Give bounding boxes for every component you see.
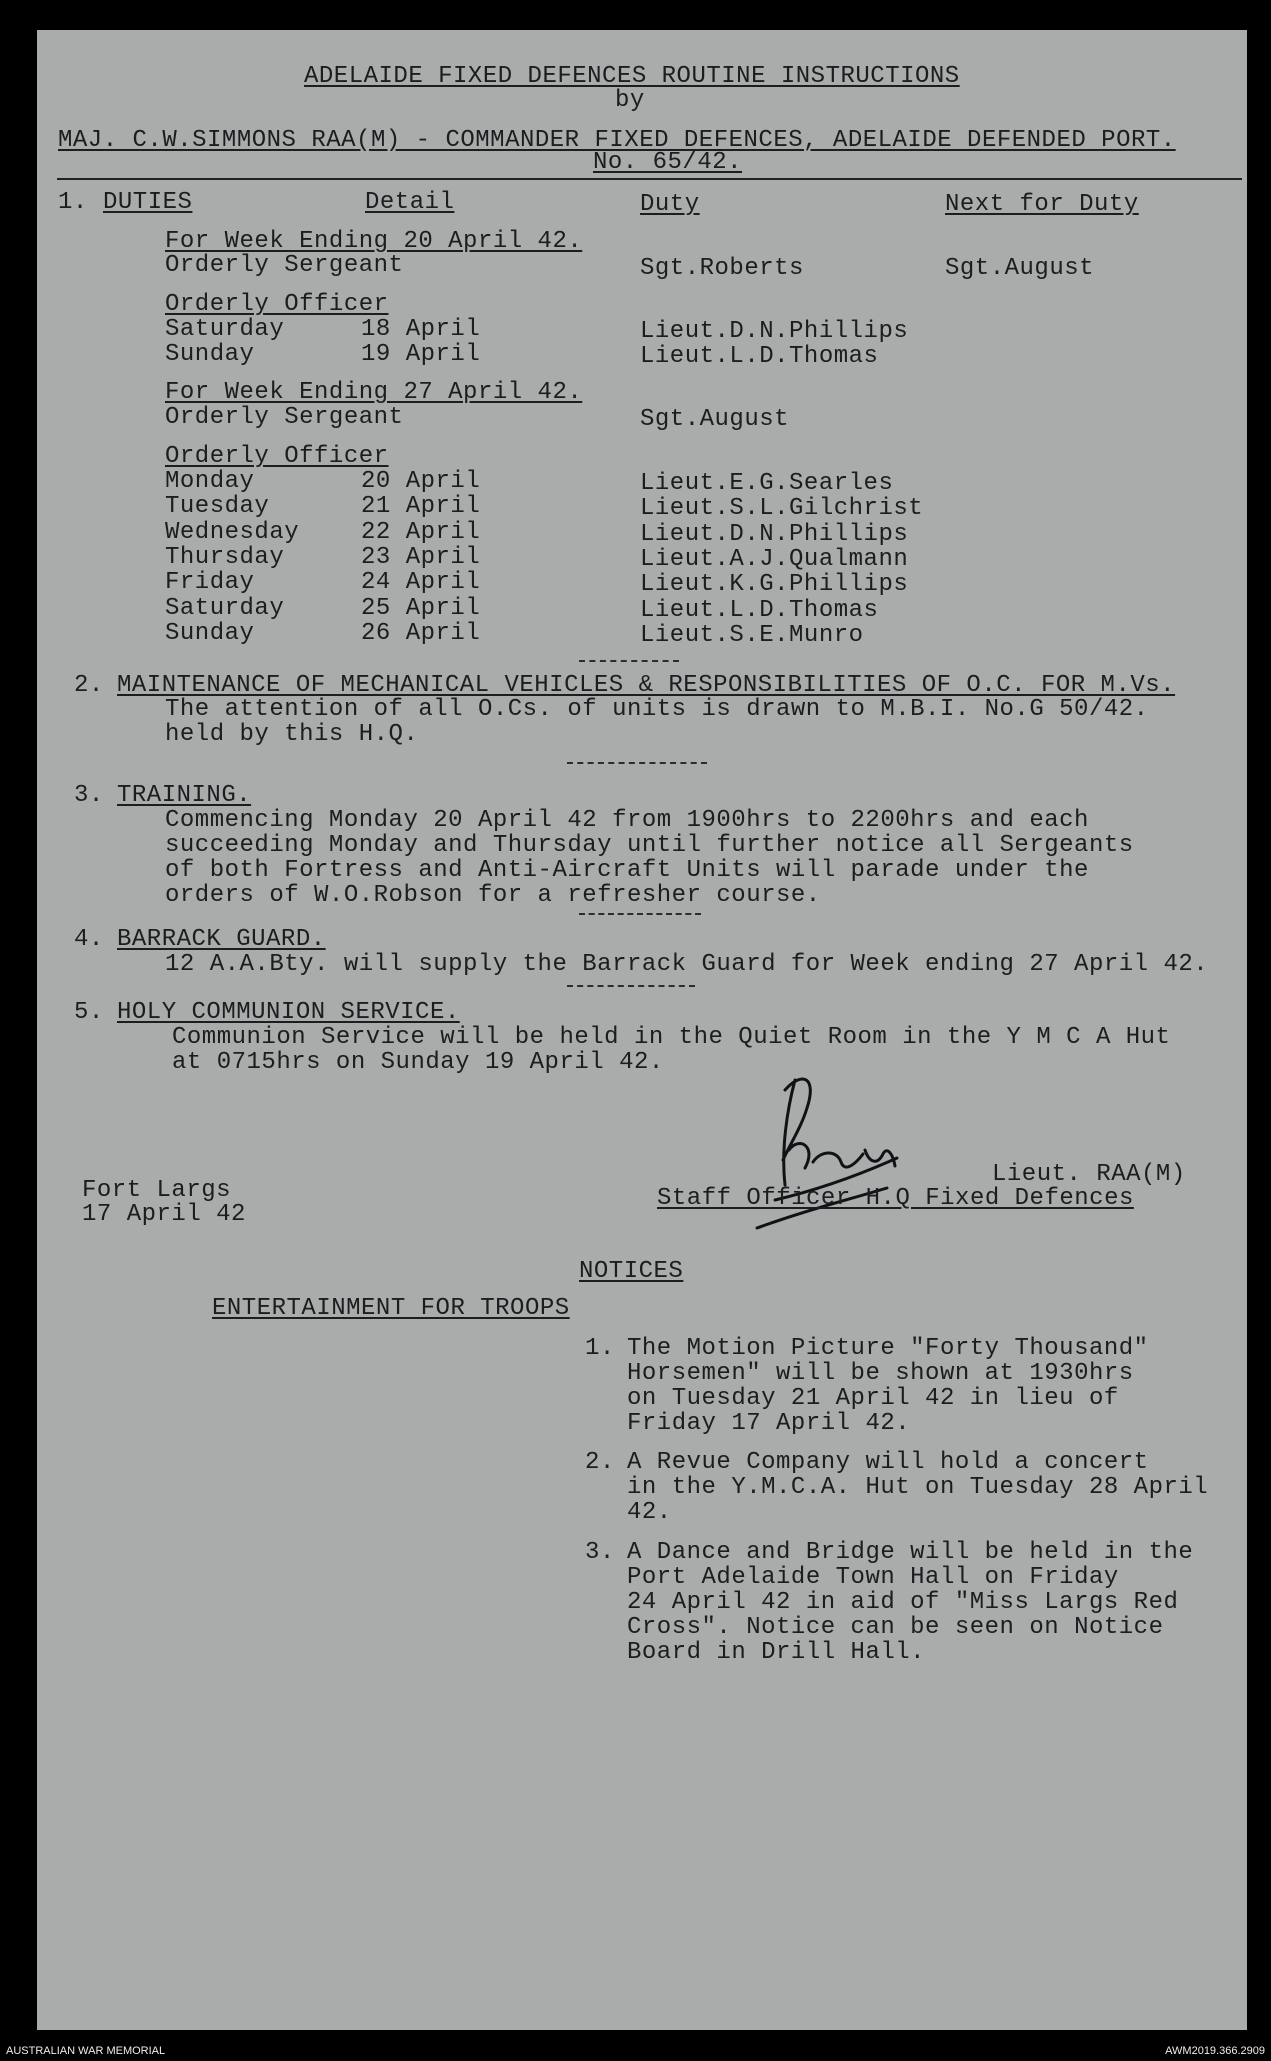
section5-heading: HOLY COMMUNION SERVICE. [117,999,460,1026]
section3-line: of both Fortress and Anti-Aircraft Units will parade under the [165,857,1089,884]
section4-number: 4. [74,926,104,953]
section5-line: at 0715hrs on Sunday 19 April 42. [172,1049,664,1076]
duties-heading: DUTIES [103,189,193,216]
section5-number: 5. [74,999,104,1026]
section3-heading: TRAINING. [117,782,252,809]
by-line: by [615,87,645,114]
notice-line: The Motion Picture "Forty Thousand" [627,1335,1149,1362]
notice-line: Board in Drill Hall. [627,1639,926,1666]
roster-day: Friday [165,569,255,596]
section2-line: held by this H.Q. [165,721,419,748]
section3-line: Commencing Monday 20 April 42 from 1900hrs to 2200hrs and each [165,807,1089,834]
notice-line: Horsemen" will be shown at 1930hrs [627,1360,1134,1387]
week1-heading: For Week Ending 20 April 42. [165,228,583,255]
notice-line: 42. [627,1499,672,1526]
roster-officer: Lieut.K.G.Phillips [640,571,909,598]
separator [579,660,679,662]
week1-sergeant-next: Sgt.August [945,255,1095,282]
header-rule [57,178,1242,180]
roster-officer: Lieut.E.G.Searles [640,470,894,497]
separator [579,913,701,915]
section3-number: 3. [74,782,104,809]
footer-accession: AWM2019.366.2909 [1165,2045,1265,2057]
separator [567,762,707,764]
week2-heading: For Week Ending 27 April 42. [165,379,583,406]
roster-day: Tuesday [165,493,270,520]
document-title: ADELAIDE FIXED DEFENCES ROUTINE INSTRUCTIONS [304,63,960,90]
notices-subheading: ENTERTAINMENT FOR TROOPS [212,1295,570,1322]
roster-day: Wednesday [165,519,300,546]
notice-line: Port Adelaide Town Hall on Friday [627,1564,1119,1591]
duties-number: 1. [58,189,88,216]
section3-line: orders of W.O.Robson for a refresher course. [165,882,821,909]
roster-officer: Lieut.S.E.Munro [640,622,864,649]
notice-number: 1. [585,1335,615,1362]
section4-line: 12 A.A.Bty. will supply the Barrack Guard for Week ending 27 April 42. [165,951,1209,978]
notice-line: Cross". Notice can be seen on Notice [627,1614,1164,1641]
footer-institution: AUSTRALIAN WAR MEMORIAL [6,2045,166,2057]
roster-day: Saturday [165,316,285,343]
instruction-number: No. 65/42. [593,149,743,176]
notice-line: 24 April 42 in aid of "Miss Largs Red [627,1589,1179,1616]
col-detail-header: Detail [365,189,455,216]
roster-day: Sunday [165,620,255,647]
notice-line: Friday 17 April 42. [627,1410,911,1437]
roster-date: 22 April [361,519,481,546]
notice-line: in the Y.M.C.A. Hut on Tuesday 28 April [627,1474,1209,1501]
section5-line: Communion Service will be held in the Quiet Room in the Y M C A Hut [172,1024,1171,1051]
roster-officer: Lieut.D.N.Phillips [640,318,909,345]
roster-day: Sunday [165,341,255,368]
roster-day: Thursday [165,544,285,571]
roster-date: 25 April [361,595,481,622]
notice-number: 3. [585,1539,615,1566]
document-page [37,30,1247,2030]
notice-number: 2. [585,1449,615,1476]
roster-day: Saturday [165,595,285,622]
week2-sergeant-label: Orderly Sergeant [165,404,404,431]
col-next-header: Next for Duty [945,191,1139,218]
roster-officer: Lieut.L.D.Thomas [640,343,879,370]
signoff-place: Fort Largs [82,1177,232,1204]
roster-officer: Lieut.S.L.Gilchrist [640,495,924,522]
roster-date: 21 April [361,493,481,520]
section4-heading: BARRACK GUARD. [117,926,326,953]
separator [567,985,695,987]
notices-heading: NOTICES [579,1258,684,1285]
section2-line: The attention of all O.Cs. of units is drawn to M.B.I. No.G 50/42. [165,696,1149,723]
week1-officer-label: Orderly Officer [165,291,389,318]
roster-date: 24 April [361,569,481,596]
week1-sergeant: Sgt.Roberts [640,255,804,282]
notice-line: A Revue Company will hold a concert [627,1449,1149,1476]
roster-date: 26 April [361,620,481,647]
roster-officer: Lieut.L.D.Thomas [640,597,879,624]
signoff-title: Staff Officer H.Q Fixed Defences [657,1185,1134,1212]
section2-number: 2. [74,672,104,699]
roster-day: Monday [165,468,255,495]
roster-date: 20 April [361,468,481,495]
week2-officer-label: Orderly Officer [165,443,389,470]
section3-line: succeeding Monday and Thursday until further notice all Sergeants [165,832,1134,859]
week1-sergeant-label: Orderly Sergeant [165,252,404,279]
col-duty-header: Duty [640,191,700,218]
roster-officer: Lieut.D.N.Phillips [640,521,909,548]
notice-line: A Dance and Bridge will be held in the [627,1539,1194,1566]
roster-officer: Lieut.A.J.Qualmann [640,546,909,573]
week2-sergeant: Sgt.August [640,406,790,433]
roster-date: 19 April [361,341,481,368]
roster-date: 18 April [361,316,481,343]
signoff-rank: Lieut. RAA(M) [992,1161,1186,1188]
signoff-date: 17 April 42 [82,1201,246,1228]
notice-line: on Tuesday 21 April 42 in lieu of [627,1385,1119,1412]
issuer-line: MAJ. C.W.SIMMONS RAA(M) - COMMANDER FIXED DEFENCES, ADELAIDE DEFENDED PORT. [58,127,1176,154]
roster-date: 23 April [361,544,481,571]
section2-heading: MAINTENANCE OF MECHANICAL VEHICLES & RESPONSIBILITIES OF O.C. FOR M.Vs. [117,672,1176,699]
